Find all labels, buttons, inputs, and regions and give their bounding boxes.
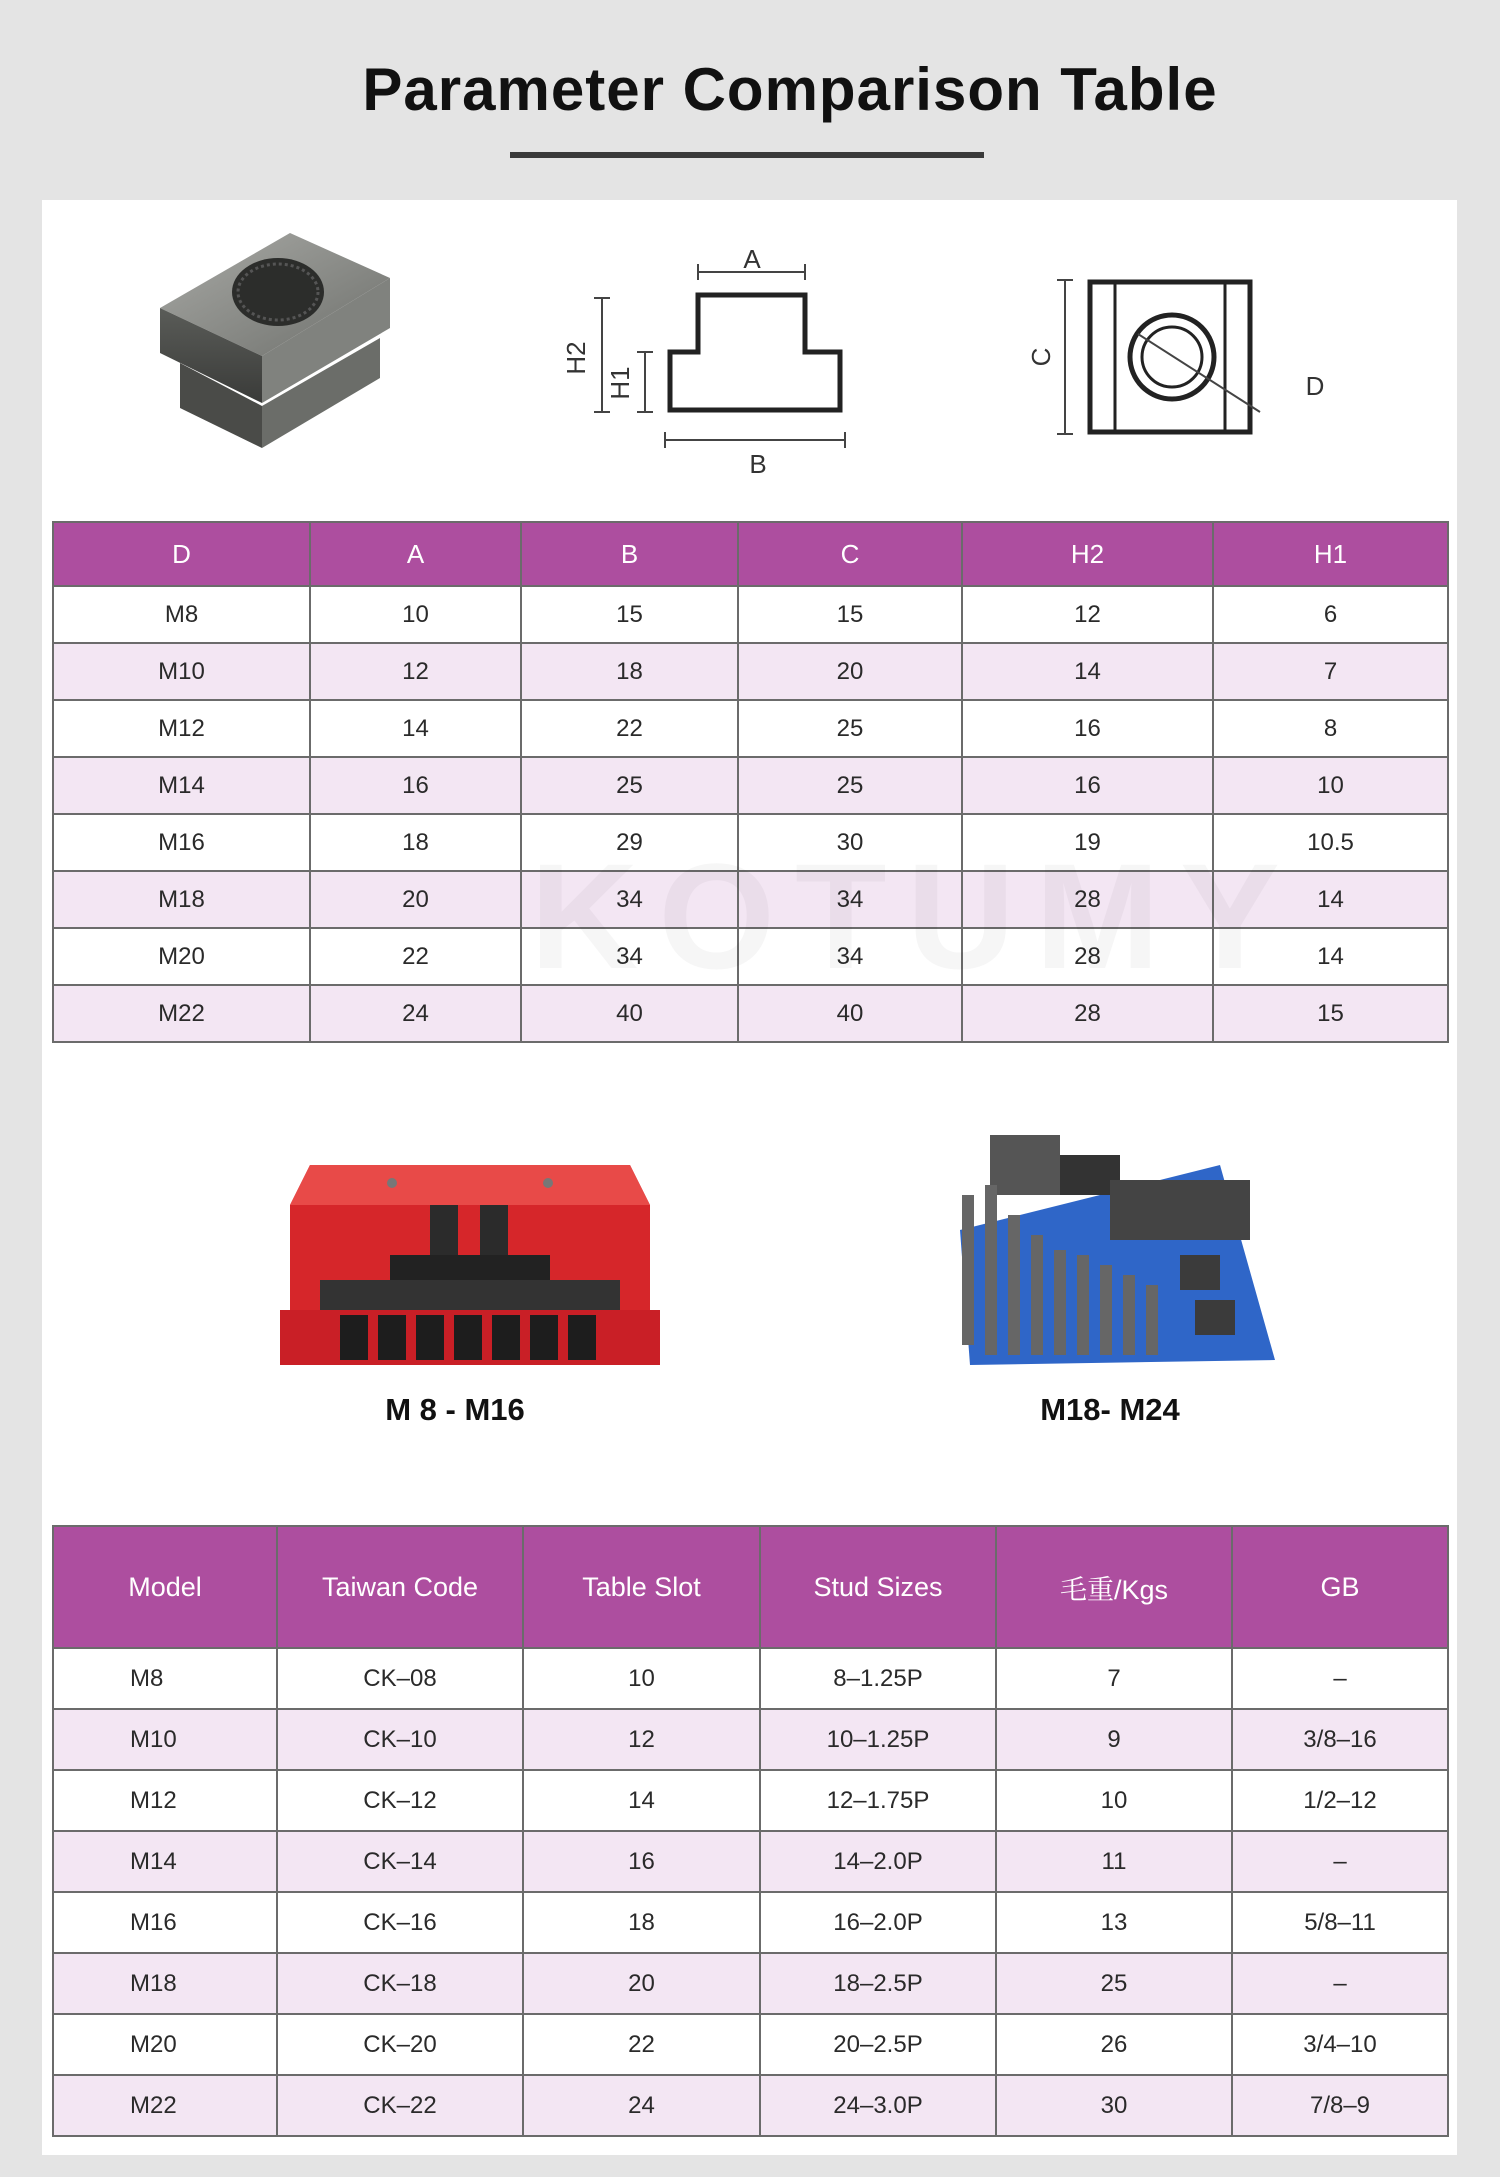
table-row <box>53 1770 1448 1831</box>
table-row <box>53 1953 1448 2014</box>
table-cell: M22 <box>53 2075 277 2136</box>
table-row <box>53 586 1448 643</box>
table-cell: 24 <box>523 2075 760 2136</box>
table-cell: 8 <box>1213 700 1448 757</box>
table-cell: 3/4–10 <box>1232 2014 1448 2075</box>
table-cell: 18 <box>523 1892 760 1953</box>
table-cell: 25 <box>521 757 738 814</box>
table-cell: 7/8–9 <box>1232 2075 1448 2136</box>
table-cell: 12 <box>962 586 1213 643</box>
dim-label-h1: H1 <box>605 366 635 400</box>
table-cell: 7 <box>996 1648 1232 1709</box>
table-cell: 18 <box>310 814 521 871</box>
table-cell: 14 <box>1213 871 1448 928</box>
table-row <box>53 1831 1448 1892</box>
column-header: A <box>310 522 521 586</box>
table-cell: 22 <box>310 928 521 985</box>
table-cell: CK–10 <box>277 1709 523 1770</box>
table-cell: 24–3.0P <box>760 2075 996 2136</box>
table-row <box>53 1709 1448 1770</box>
table-cell: 16 <box>310 757 521 814</box>
table-row <box>53 928 1448 985</box>
table-cell: 22 <box>521 700 738 757</box>
table-cell: 20–2.5P <box>760 2014 996 2075</box>
table-cell: M8 <box>53 586 310 643</box>
table-cell: M10 <box>53 643 310 700</box>
table-cell: M14 <box>53 757 310 814</box>
table-row <box>53 985 1448 1042</box>
table-cell: 12 <box>310 643 521 700</box>
table-cell: CK–18 <box>277 1953 523 2014</box>
table-cell: CK–16 <box>277 1892 523 1953</box>
dim-label-a: A <box>743 244 761 274</box>
table-cell: 25 <box>996 1953 1232 2014</box>
page-title: Parameter Comparison Table <box>362 56 1218 123</box>
column-header: H1 <box>1213 522 1448 586</box>
column-header: C <box>738 522 962 586</box>
column-header: B <box>521 522 738 586</box>
table-header-row <box>53 522 1448 586</box>
table-cell: 5/8–11 <box>1232 1892 1448 1953</box>
table-row <box>53 1648 1448 1709</box>
table-cell: 18 <box>521 643 738 700</box>
table-cell: 28 <box>962 871 1213 928</box>
table-cell: 34 <box>738 928 962 985</box>
table-cell: 26 <box>996 2014 1232 2075</box>
table-cell: 6 <box>1213 586 1448 643</box>
table-cell: M16 <box>53 814 310 871</box>
table-cell: 15 <box>738 586 962 643</box>
table-cell: 16 <box>523 1831 760 1892</box>
table-cell: 12 <box>523 1709 760 1770</box>
table-cell: M18 <box>53 871 310 928</box>
table-cell: 14 <box>523 1770 760 1831</box>
table-cell: 3/8–16 <box>1232 1709 1448 1770</box>
table-cell: 28 <box>962 928 1213 985</box>
table-row <box>53 1892 1448 1953</box>
table-cell: CK–14 <box>277 1831 523 1892</box>
column-header: GB <box>1232 1526 1448 1648</box>
table-cell: 40 <box>521 985 738 1042</box>
table-cell: M22 <box>53 985 310 1042</box>
table-cell: 10–1.25P <box>760 1709 996 1770</box>
table-cell: 22 <box>523 2014 760 2075</box>
title-underline <box>510 152 984 158</box>
table-cell: 15 <box>521 586 738 643</box>
table-cell: 14 <box>1213 928 1448 985</box>
table-row <box>53 2014 1448 2075</box>
table-cell: M12 <box>53 700 310 757</box>
table-cell: 7 <box>1213 643 1448 700</box>
table-cell: CK–12 <box>277 1770 523 1831</box>
table-cell: M10 <box>53 1709 277 1770</box>
table-cell: M12 <box>53 1770 277 1831</box>
clamp-kit-spec-table <box>52 1525 1449 2137</box>
dim-label-c: C <box>1026 347 1056 367</box>
table-cell: M16 <box>53 1892 277 1953</box>
table-cell: CK–22 <box>277 2075 523 2136</box>
table-cell: 1/2–12 <box>1232 1770 1448 1831</box>
table-cell: M14 <box>53 1831 277 1892</box>
nut-top-view-diagram <box>1020 262 1350 442</box>
table-cell: 10 <box>996 1770 1232 1831</box>
table-row <box>53 700 1448 757</box>
table-cell: 34 <box>521 871 738 928</box>
table-cell: 34 <box>738 871 962 928</box>
table-cell: – <box>1232 1648 1448 1709</box>
column-header: Model <box>53 1526 277 1648</box>
table-cell: 8–1.25P <box>760 1648 996 1709</box>
dim-label-h2: H2 <box>561 341 591 375</box>
table-row <box>53 871 1448 928</box>
table-cell: 13 <box>996 1892 1232 1953</box>
table-cell: 24 <box>310 985 521 1042</box>
table-cell: 16 <box>962 757 1213 814</box>
table-cell: 34 <box>521 928 738 985</box>
table-cell: 40 <box>738 985 962 1042</box>
table-cell: 15 <box>1213 985 1448 1042</box>
dim-label-d: D <box>1305 371 1325 401</box>
table-cell: – <box>1232 1953 1448 2014</box>
table-cell: 11 <box>996 1831 1232 1892</box>
table-header-row <box>53 1526 1448 1648</box>
table-cell: 16 <box>962 700 1213 757</box>
table-row <box>53 814 1448 871</box>
table-cell: 30 <box>738 814 962 871</box>
table-cell: 25 <box>738 700 962 757</box>
table-cell: CK–08 <box>277 1648 523 1709</box>
table-cell: 10.5 <box>1213 814 1448 871</box>
table-cell: 12–1.75P <box>760 1770 996 1831</box>
table-cell: 16–2.0P <box>760 1892 996 1953</box>
table-cell: 10 <box>1213 757 1448 814</box>
table-cell: 14–2.0P <box>760 1831 996 1892</box>
column-header: H2 <box>962 522 1213 586</box>
clamp-kit-red-photo <box>280 1145 660 1370</box>
column-header: Taiwan Code <box>277 1526 523 1648</box>
caption-kit-small: M 8 - M16 <box>385 1392 525 1427</box>
table-cell: M8 <box>53 1648 277 1709</box>
table-cell: 10 <box>310 586 521 643</box>
table-cell: 20 <box>310 871 521 928</box>
table-cell: 9 <box>996 1709 1232 1770</box>
table-cell: 25 <box>738 757 962 814</box>
column-header: Table Slot <box>523 1526 760 1648</box>
table-cell: CK–20 <box>277 2014 523 2075</box>
table-cell: 10 <box>523 1648 760 1709</box>
table-cell: M20 <box>53 928 310 985</box>
table-row <box>53 643 1448 700</box>
t-nut-photo <box>150 228 400 458</box>
table-cell: M18 <box>53 1953 277 2014</box>
table-cell: 30 <box>996 2075 1232 2136</box>
table-cell: 18–2.5P <box>760 1953 996 2014</box>
table-cell: 14 <box>310 700 521 757</box>
table-row <box>53 2075 1448 2136</box>
t-slot-profile-diagram <box>555 240 875 480</box>
column-header: D <box>53 522 310 586</box>
table-cell: 20 <box>523 1953 760 2014</box>
column-header: 毛重/Kgs <box>996 1526 1232 1648</box>
table-cell: 20 <box>738 643 962 700</box>
table-cell: 19 <box>962 814 1213 871</box>
caption-kit-large: M18- M24 <box>1040 1392 1180 1427</box>
table-row <box>53 757 1448 814</box>
column-header: Stud Sizes <box>760 1526 996 1648</box>
table-cell: 29 <box>521 814 738 871</box>
table-cell: – <box>1232 1831 1448 1892</box>
table-cell: 28 <box>962 985 1213 1042</box>
table-cell: M20 <box>53 2014 277 2075</box>
clamp-kit-blue-photo <box>940 1125 1280 1370</box>
table-cell: 14 <box>962 643 1213 700</box>
dim-label-b: B <box>749 449 767 479</box>
t-nut-dimensions-table <box>52 521 1449 1043</box>
